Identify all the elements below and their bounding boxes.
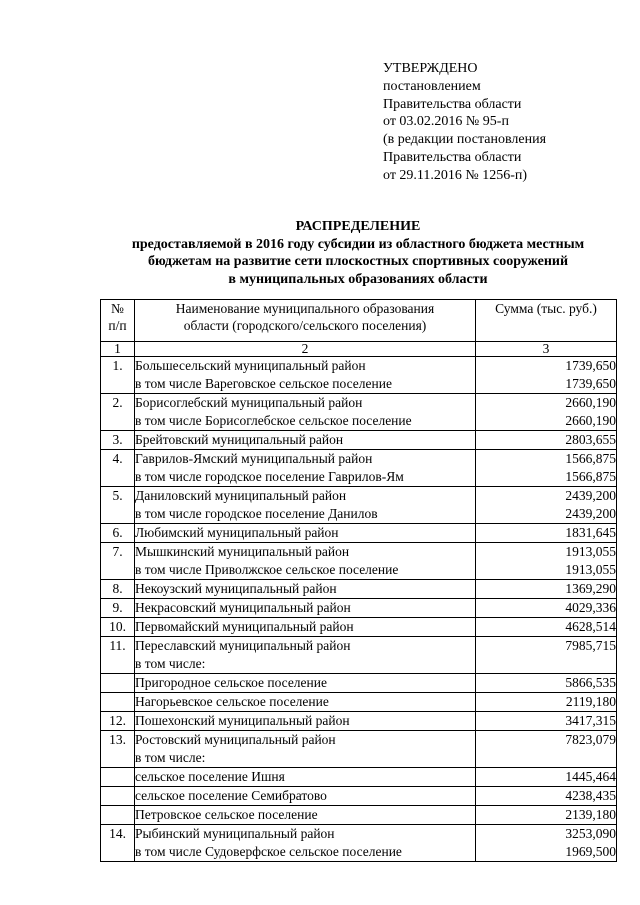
row-number: 3. [101, 431, 135, 450]
row-name-line: Гаврилов-Ямский муниципальный район [135, 451, 373, 466]
row-name [135, 599, 476, 618]
row-number: 1. [101, 357, 135, 394]
row-name [135, 357, 476, 394]
row-number: 8. [101, 580, 135, 599]
row-amount-value: 1831,645 [565, 525, 616, 540]
row-name-line: в том числе Борисоглебское сельское поселение [135, 413, 412, 428]
row-amount [476, 712, 617, 731]
table-row [101, 394, 617, 431]
row-name-line: Нагорьевское сельское поселение [135, 694, 329, 709]
row-amount [476, 431, 617, 450]
row-name [135, 618, 476, 637]
document-subtitle-line: бюджетам на развитие сети плоскостных спортивных сооружений [147, 254, 569, 269]
row-name-line: Брейтовский муниципальный район [135, 432, 344, 447]
column-number-row [101, 342, 617, 357]
row-number: 10. [101, 618, 135, 637]
row-amount-value: 1739,650 [565, 376, 616, 391]
row-name-line: сельское поселение Ишня [135, 769, 285, 784]
table-row [101, 787, 617, 806]
table-row [101, 543, 617, 580]
approval-line: от 29.11.2016 № 1256-п) [383, 167, 528, 183]
row-amount-value: 7823,079 [565, 732, 616, 747]
row-name-line: в том числе Судоверфское сельское поселение [135, 844, 402, 859]
row-number [101, 693, 135, 712]
row-amount-value: 7985,715 [565, 638, 616, 653]
row-amount-value: 3417,315 [565, 713, 616, 728]
row-name-line: Рыбинский муниципальный район [135, 826, 335, 841]
table-row [101, 674, 617, 693]
column-number: 3 [476, 342, 617, 357]
row-amount [476, 487, 617, 524]
row-number: 11. [101, 637, 135, 674]
table-row [101, 431, 617, 450]
row-name-line: Ростовский муниципальный район [135, 732, 336, 747]
row-name [135, 637, 476, 674]
approval-line: Правительства области [383, 96, 522, 112]
table-row [101, 806, 617, 825]
row-number: 14. [101, 825, 135, 862]
row-amount [476, 825, 617, 862]
row-name-line: Переславский муниципальный район [135, 638, 351, 653]
row-number: 7. [101, 543, 135, 580]
row-amount [476, 787, 617, 806]
table-row [101, 487, 617, 524]
row-amount-value: 4238,435 [565, 788, 616, 803]
table-row [101, 599, 617, 618]
row-number: 4. [101, 450, 135, 487]
row-amount-value: 1913,055 [565, 562, 616, 577]
row-number [101, 806, 135, 825]
row-amount-value: 1369,290 [565, 581, 616, 596]
header-name: Наименование муниципального образования области (городского/сельского поселения) [135, 300, 476, 342]
row-amount-value: 1566,875 [565, 451, 616, 466]
row-amount-value: 5866,535 [565, 675, 616, 690]
row-amount-value: 2660,190 [565, 395, 616, 410]
table-row [101, 524, 617, 543]
row-name [135, 674, 476, 693]
row-name [135, 524, 476, 543]
row-number [101, 768, 135, 787]
row-amount-value: 2139,180 [565, 807, 616, 822]
row-amount-value: 1566,875 [565, 469, 616, 484]
row-amount [476, 599, 617, 618]
approval-line: Правительства области [383, 149, 522, 165]
row-name-line: в том числе городское поселение Данилов [135, 506, 378, 521]
document-subtitle-line: предоставляемой в 2016 году субсидии из областного бюджета местным [131, 236, 585, 252]
row-amount [476, 580, 617, 599]
row-amount [476, 806, 617, 825]
row-number [101, 674, 135, 693]
row-amount [476, 450, 617, 487]
row-amount [476, 674, 617, 693]
row-name [135, 431, 476, 450]
row-name-line: в том числе: [135, 656, 206, 671]
row-amount [476, 524, 617, 543]
table-row [101, 693, 617, 712]
row-number [101, 787, 135, 806]
document-heading [100, 218, 616, 288]
row-number: 5. [101, 487, 135, 524]
column-number: 2 [135, 342, 476, 357]
table-header-row [101, 300, 617, 342]
row-name [135, 787, 476, 806]
document-subtitle-line: в муниципальных образованиях области [228, 271, 488, 287]
table-body [101, 357, 617, 862]
row-name-line: Некрасовский муниципальный район [135, 600, 351, 615]
table-row [101, 357, 617, 394]
row-name [135, 543, 476, 580]
row-amount-value [476, 655, 616, 673]
row-number: 2. [101, 394, 135, 431]
row-name-line: Мышкинский муниципальный район [135, 544, 350, 559]
approval-line: (в редакции постановления [383, 132, 547, 148]
approval-line: постановлением [383, 78, 481, 94]
row-number: 9. [101, 599, 135, 618]
row-name [135, 580, 476, 599]
table-row [101, 712, 617, 731]
approval-line: от 03.02.2016 № 95-п [383, 114, 509, 130]
table-row [101, 637, 617, 674]
row-number: 12. [101, 712, 135, 731]
row-amount-value: 3253,090 [565, 826, 616, 841]
row-name-line: в том числе Вареговское сельское поселение [135, 376, 392, 391]
row-amount [476, 637, 617, 674]
document-title: РАСПРЕДЕЛЕНИЕ [295, 219, 421, 234]
approval-line: УТВЕРЖДЕНО [383, 61, 478, 76]
row-amount [476, 618, 617, 637]
row-amount-value: 1739,650 [565, 358, 616, 373]
row-amount-value: 2660,190 [565, 413, 616, 428]
row-number: 13. [101, 731, 135, 768]
row-amount-value: 1913,055 [565, 544, 616, 559]
row-name-line: сельское поселение Семибратово [135, 788, 327, 803]
row-amount [476, 357, 617, 394]
table-row [101, 580, 617, 599]
row-name [135, 487, 476, 524]
row-amount [476, 731, 617, 768]
table-row [101, 825, 617, 862]
row-name-line: Пригородное сельское поселение [135, 675, 327, 690]
row-name-line: Пошехонский муниципальный район [135, 713, 350, 728]
table-row [101, 618, 617, 637]
row-amount [476, 394, 617, 431]
row-name [135, 768, 476, 787]
row-name [135, 712, 476, 731]
row-amount-value: 2803,655 [565, 432, 616, 447]
row-amount-value [476, 749, 616, 767]
row-name [135, 394, 476, 431]
row-amount-value: 4029,336 [565, 600, 616, 615]
row-name [135, 806, 476, 825]
row-name [135, 825, 476, 862]
row-amount-value: 1445,464 [565, 769, 616, 784]
row-name [135, 693, 476, 712]
row-amount [476, 693, 617, 712]
column-number: 1 [101, 342, 135, 357]
row-amount [476, 768, 617, 787]
row-amount-value: 2439,200 [565, 506, 616, 521]
header-amount: Сумма (тыс. руб.) [476, 300, 617, 342]
row-name-line: Некоузский муниципальный район [135, 581, 337, 596]
row-name-line: в том числе городское поселение Гаврилов-Ям [135, 469, 404, 484]
row-amount-value: 4628,514 [565, 619, 616, 634]
row-name-line: Большесельский муниципальный район [135, 358, 366, 373]
row-name [135, 450, 476, 487]
row-name-line: Первомайский муниципальный район [135, 619, 354, 634]
distribution-table [100, 299, 617, 862]
row-name-line: Даниловский муниципальный район [135, 488, 347, 503]
table-row [101, 731, 617, 768]
row-name-line: Петровское сельское поселение [135, 807, 318, 822]
row-name-line: в том числе: [135, 750, 206, 765]
table-row [101, 450, 617, 487]
row-number: 6. [101, 524, 135, 543]
row-amount-value: 2119,180 [565, 694, 616, 709]
header-num: № п/п [101, 300, 135, 342]
row-amount [476, 543, 617, 580]
row-name-line: Борисоглебский муниципальный район [135, 395, 363, 410]
approval-stamp [383, 60, 633, 185]
row-name-line: Любимский муниципальный район [135, 525, 339, 540]
row-amount-value: 2439,200 [565, 488, 616, 503]
table-row [101, 768, 617, 787]
row-name-line: в том числе Приволжское сельское поселение [135, 562, 399, 577]
row-amount-value: 1969,500 [565, 844, 616, 859]
row-name [135, 731, 476, 768]
